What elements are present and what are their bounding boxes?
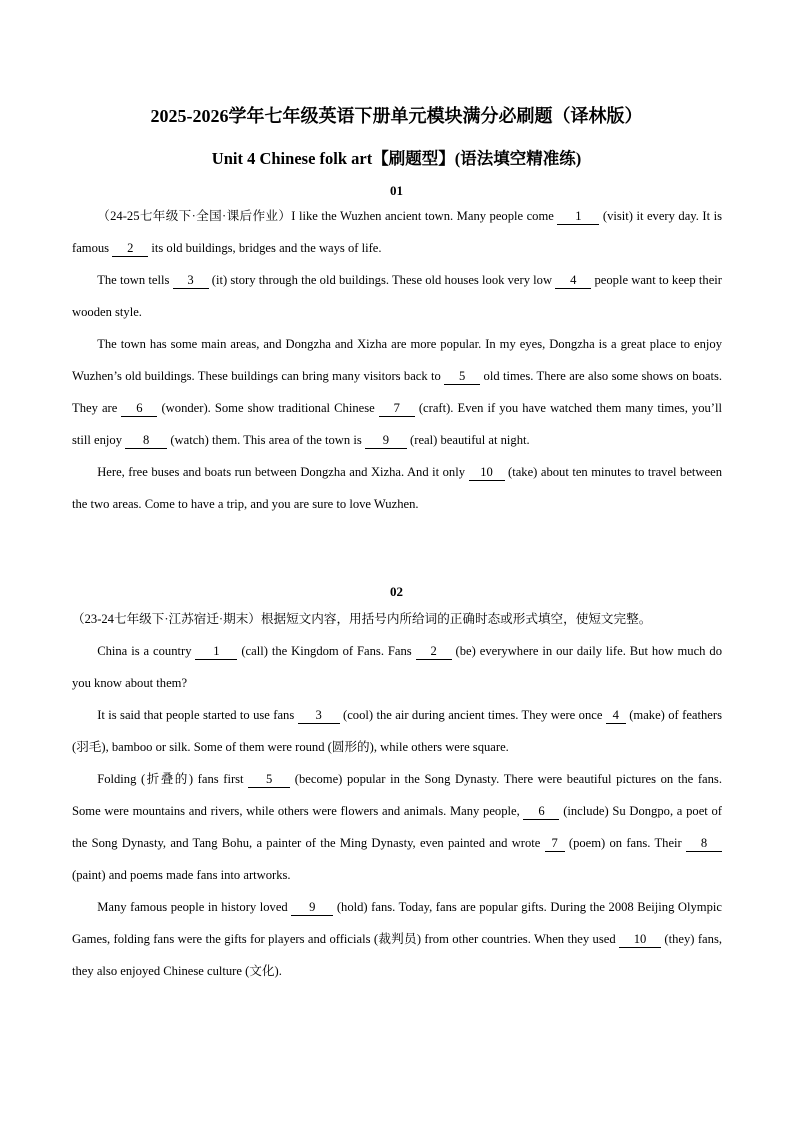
source-note: （24-25七年级下·全国·课后作业） <box>97 209 292 223</box>
section-number-02: 02 <box>390 584 403 599</box>
passage-paragraph <box>72 699 722 763</box>
passage-text: (they) fans, they also enjoyed Chinese culture (文化). <box>72 932 722 978</box>
answer-blank[interactable]: 9 <box>291 900 333 916</box>
answer-blank[interactable]: 4 <box>555 273 591 289</box>
section-02-passage <box>72 603 722 987</box>
passage-text: (visit) it every day. It is famous <box>72 209 723 255</box>
passage-text: (paint) and poems made fans into artworks. <box>72 868 291 882</box>
passage-paragraph <box>72 456 722 520</box>
passage-paragraph <box>72 200 722 264</box>
instructions: （23-24七年级下·江苏宿迁·期末）根据短文内容，用括号内所给词的正确时态或形式填空，使短文完整。 <box>72 612 652 626</box>
passage-text: China is a country <box>97 644 196 658</box>
passage-paragraph <box>72 763 722 891</box>
passage-paragraph <box>72 635 722 699</box>
passage-text: Here, free buses and boats run between Dongzha and Xizha. And it only <box>97 465 469 479</box>
answer-blank[interactable]: 5 <box>444 369 480 385</box>
answer-blank[interactable]: 7 <box>379 401 415 417</box>
answer-blank[interactable]: 4 <box>606 708 626 724</box>
answer-blank[interactable]: 3 <box>173 273 209 289</box>
passage-text: I like the Wuzhen ancient town. Many people come <box>291 209 558 223</box>
passage-text: (make) of feathers (羽毛), bamboo or silk. Some of them were round (圆形的), while others were square. <box>72 708 722 754</box>
answer-blank[interactable]: 8 <box>686 836 722 852</box>
passage-text: The town tells <box>97 273 173 287</box>
document-subtitle: Unit 4 Chinese folk art【刷题型】(语法填空精准练) <box>211 149 582 168</box>
document-title: 2025-2026学年七年级英语下册单元模块满分必刷题（译林版） <box>150 106 643 126</box>
passage-text: Many famous people in history loved <box>97 900 292 914</box>
passage-text: (craft). Even if you have watched them many times, you’ll still enjoy <box>72 401 723 447</box>
passage-text: its old buildings, bridges and the ways of life. <box>148 241 382 255</box>
passage-text: (take) about ten minutes to travel between the two areas. Come to have a trip, and you are sure to love Wuzhen. <box>72 465 722 511</box>
passage-paragraph <box>72 264 722 328</box>
passage-text: (watch) them. This area of the town is <box>167 433 365 447</box>
passage-paragraph <box>72 891 722 987</box>
answer-blank[interactable]: 1 <box>195 644 237 660</box>
passage-text: The town has some main areas, and Dongzha and Xizha are more popular. In my eyes, Dongzha is a great place to enjoy Wuzhen’s old buildings. These buildings can bring many visitors back to <box>72 337 722 383</box>
passage-text: (wonder). Some show traditional Chinese <box>157 401 379 415</box>
passage-text: (hold) fans. Today, fans are popular gifts. During the 2008 Beijing Olympic Games, folding fans were the gifts for players and officials (裁判员) from other countries. When they used <box>72 900 722 946</box>
answer-blank[interactable]: 5 <box>248 772 290 788</box>
answer-blank[interactable]: 1 <box>557 209 599 225</box>
answer-blank[interactable]: 10 <box>469 465 505 481</box>
passage-text: Folding (折叠的) fans first <box>97 772 249 786</box>
passage-paragraph <box>72 328 722 456</box>
passage-text: (be) everywhere in our daily life. But how much do you know about them? <box>72 644 722 690</box>
passage-text: old times. There are also some shows on boats. They are <box>72 369 723 415</box>
answer-blank[interactable]: 7 <box>545 836 565 852</box>
passage-text: (real) beautiful at night. <box>406 433 530 447</box>
passage-text: (become) popular in the Song Dynasty. There were beautiful pictures on the fans. Some were mountains and rivers, while others were flowers and animals. Many people, <box>72 772 722 818</box>
passage-text: (cool) the air during ancient times. They were once <box>339 708 606 722</box>
passage-text: (it) story through the old buildings. These old houses look very low <box>208 273 556 287</box>
section-01-passage <box>72 200 722 520</box>
passage-text: people want to keep their wooden style. <box>72 273 722 319</box>
passage-text: It is said that people started to use fans <box>97 708 298 722</box>
answer-blank[interactable]: 6 <box>121 401 157 417</box>
passage-text: (call) the Kingdom of Fans. Fans <box>237 644 416 658</box>
answer-blank[interactable]: 6 <box>523 804 559 820</box>
answer-blank[interactable]: 8 <box>125 433 167 449</box>
passage-text: (poem) on fans. Their <box>564 836 686 850</box>
passage-text: (include) Su Dongpo, a poet of the Song Dynasty, and Tang Bohu, a painter of the Ming Dynasty, even painted and wrote <box>72 804 722 850</box>
answer-blank[interactable]: 2 <box>416 644 452 660</box>
answer-blank[interactable]: 2 <box>112 241 148 257</box>
section-number-01: 01 <box>390 183 403 198</box>
answer-blank[interactable]: 9 <box>365 433 407 449</box>
answer-blank[interactable]: 10 <box>619 932 661 948</box>
answer-blank[interactable]: 3 <box>298 708 340 724</box>
